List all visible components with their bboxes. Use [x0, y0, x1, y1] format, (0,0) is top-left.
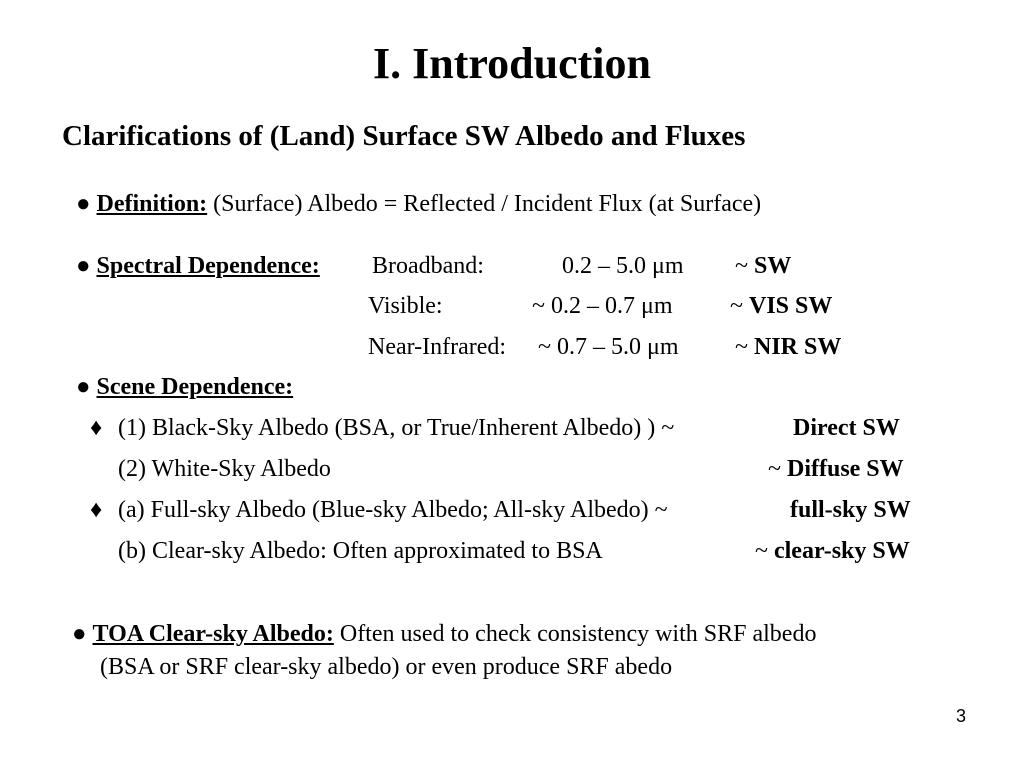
spectral-row-range: ~ 0.2 – 0.7 μm [532, 293, 673, 319]
slide-title: I. Introduction [373, 39, 651, 88]
scene-item-text: (2) White-Sky Albedo [118, 456, 331, 482]
bullet-icon: ● [72, 621, 87, 647]
spectral-row-band: ~ SW [735, 253, 792, 279]
definition-text: (Surface) Albedo = Reflected / Incident Flux (at Surface) [213, 191, 762, 217]
toa-text: Often used to check consistency with SRF albedo [339, 621, 817, 647]
spectral-row-range: ~ 0.7 – 5.0 μm [538, 334, 679, 360]
definition-line [76, 189, 761, 219]
scene-item-band: Direct SW [793, 415, 900, 441]
scene-item-band: ~ Diffuse SW [768, 456, 904, 482]
bullet-icon: ● [76, 374, 91, 400]
toa-line [72, 619, 816, 649]
spectral-row-name: Broadband: [372, 253, 484, 279]
diamond-icon: ♦ [90, 497, 103, 523]
scene-label: Scene Dependence: [96, 374, 294, 400]
spectral-row-name: Near-Infrared: [368, 334, 507, 360]
spectral-row-range: 0.2 – 5.0 μm [562, 253, 684, 279]
scene-item-band: full-sky SW [790, 497, 911, 523]
scene-item-text: (a) Full-sky Albedo (Blue-sky Albedo; All-sky Albedo) ~ [118, 497, 668, 523]
definition-label: Definition: [96, 191, 208, 217]
bullet-icon: ● [76, 253, 91, 279]
scene-item-text: (1) Black-Sky Albedo (BSA, or True/Inherent Albedo) ) ~ [118, 415, 675, 441]
page-number: 3 [955, 706, 966, 726]
spectral-row-band: ~ NIR SW [735, 334, 842, 360]
spectral-row-name: Visible: [368, 293, 443, 319]
spectral-row-band: ~ VIS SW [730, 293, 833, 319]
spectral-label: Spectral Dependence: [96, 253, 320, 279]
bullet-icon: ● [76, 191, 91, 217]
slide-subtitle: Clarifications of (Land) Surface SW Albedo and Fluxes [62, 120, 746, 152]
diamond-icon: ♦ [90, 415, 103, 441]
scene-heading [76, 372, 293, 402]
toa-label: TOA Clear-sky Albedo: [92, 621, 334, 647]
toa-text-continued: (BSA or SRF clear-sky albedo) or even produce SRF abedo [100, 654, 673, 680]
spectral-heading [76, 251, 320, 281]
scene-item-band: ~ clear-sky SW [755, 538, 910, 564]
scene-item-text: (b) Clear-sky Albedo: Often approximated to BSA [118, 538, 603, 564]
